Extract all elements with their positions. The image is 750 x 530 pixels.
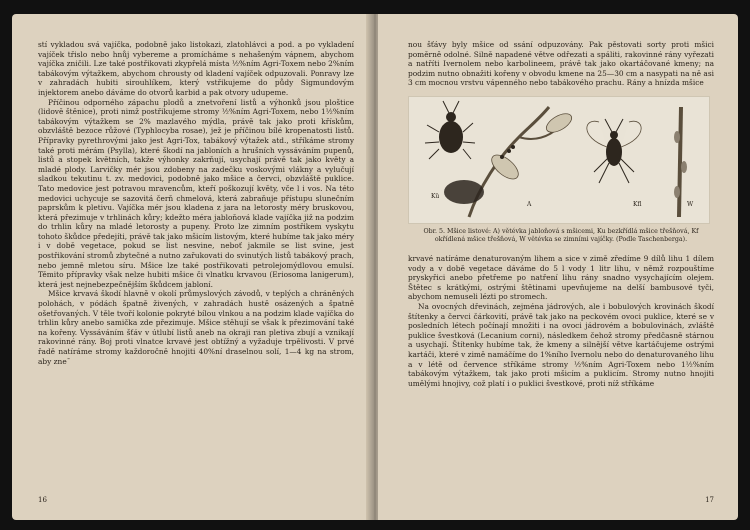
right-paragraph-1: nou šťávy byly mšice od ssání odpuzovány. Pak pěstovati sorty proti mšici poměrně odolné. Silně napadené větve odřezati a spáliti, rakovinné rány vyřezati a natříti Ivernolem nebo karbolineem, právě tak jako okartáčované kmeny; na podzim nutno obnažiti kořeny v obvodu kmene na 25—30 cm a nasypati na ně asi 3 cm mocnou vrstvu vápenného nebo tabákového prachu. Rány a hnízda mšice (408, 40, 714, 88)
right-page-text-bottom (408, 254, 714, 388)
left-paragraph-2: Příčinou odporného zápachu plodů a znetvoření listů a výhonků jsou ploštice (lidově štěnice), proti nimž postřikujeme stromy ½%ním Agri-Toxem, nebo 1½%ním tabákovým výtažkem se 2% mazlavého mýdla, právě tak jako proti křískům, obzvláště bezoce růžové (Typhlocyba rosae), jež je příčinou bílé kropenatosti listů. Přípravky pyrethrovými jako jest Agri-Tox, tabákový výtažek atd., stříkáme stromy také proti mérám (Psylla), které škodí na jabloních a hrušních vyssáváním pupenů, listů a stopek květních, takže výhonky zakrňují, usychají právě tak jako květy a mladé plody. Larvičky mér jsou zdobeny na zadečku voskovými vlákny a vylučují sladkou tekutinu t. zv. medovici, podobně jako mšice a červci, obzvláště puklice. Tato medovice jest potravou mravencům, kteří poškozují květy, vče l i vos. Na této medovici uchycuje se sazovitá čerň chmelová, která zabraňuje přístupu slunečním paprskům k pletivu. Vajíčka mér jsou kladena z jara na letorosty méry bruskovou, která přezimuje v trhlinách kůry; kdežto méra jabloňová klade vajíčka již na podzim do trhlin kůry na mladé letorosty a pupeny. Proto lze zimním postřikem vyskytu tohoto škůdce předejíti, právě tak jako mšicím listovým, které hubíme tak jako méry i v době vegetace, pokud se list nesvine, neboť jakmile se list svine, jest postřikování stromů zbytečné a nutno zařukovati do svinutých listů tabákový prach, nebo jemně mletou síru. Mšice lze také postřikovati petrolejomýdlovou emulsí. Těmito přípravky však nelze hubiti mšice či vlnatku krvavou (Eriosoma lanigerum), která jest nejnebezpečnějším škůdcem jabloní. (38, 97, 354, 289)
left-paragraph-3: Mšice krvavá škodí hlavně v okolí průmyslových závodů, v teplých a chráněných polohách, v pódách špatně živených, v zahradách hustě osázených a špatně ošetřovaných. V těle tvoří kolonie pokryté bílou vlnkou a na podzim klade vajíčka do trhlin kůry anebo samička zde přezimuje. Mšice stěhují se však k přezimování také na kořeny. Vyssáváním šťáv v útlubí listů aneb na okraji ran pletiva zbují a vznikají rakovinné rány. Boj proti vlnatce krvavé jest obtížný a vyžaduje trpělivosti. V prvé řadě natíráme stromy každoročně hnojiti 40%ní draselnou solí, 1—4 kg na strom, aby zneˉ (38, 289, 354, 366)
figure-aphids (408, 96, 710, 224)
figure-caption: Obr. 5. Mšice listové: A) větévka jabloňová s mšicemi, Ku bezkřídlá mšice třešňová, Kf okřídlená mšice třešňová, W větévka se zimními vajíčky. (Podle Taschenberga). (423, 227, 699, 243)
right-paragraph-2: krvavé natíráme denaturovaným lihem a sice v zimě zředíme 9 dílů lihu 1 dílem vody a v době vegetace dáváme do 5 l vody 1 litr lihu, v němž rozpouštíme pryskyřici anebo přetřeme po natření lihu rány snadno vysychajícím olejem. Štětec s krátkými, ostrými štětinami upevňujeme na delší bambusové tyči, abychom nemuseli lézti po stromech. (408, 253, 714, 302)
aphid-illustration (409, 97, 709, 223)
left-page-number: 16 (38, 496, 47, 504)
figure-label-w: W (687, 200, 694, 208)
right-paragraph-3: Na ovocných dřevinách, zejména jádrových, ale i bobulových krovinách škodí štítenky a červci čárkovití, právě tak jako na peckovém ovoci puklice, které se v posledních létech počínají množiti i na ovoci jádrovém a bobulovinách, zvláště puklice švestková (Lecanium corni), následkem čehož stromy předčasně stárnou a usychají. Štítenky hubíme tak, že kmeny a silnější větve kartáčujeme ostrými kartáči, které v zimě namáčíme do 1%ního Ivernolu nebo do denaturovaného lihu a v létě od července stříkáme stromy ½%ním Agri-Toxem nebo 1½%ním tabákovým výtažkem, tak jako proti mšicím a puklicím. Stromy nutno hnojiti umělými hnojivy, což platí i o puklici švestkové, proti níž stříkáme (408, 301, 714, 388)
left-paragraph-1: stí vykladou svá vajíčka, podobně jako listokazi, zlatohlávci a pod. a po vykladení vajíček třislo nebo hnůj vybereme a promícháme s nehašeným vápnem, abychom vajíčka zničili. Lze také postřikovati zkypřelá místa ½%ním Agri-Toxem nebo 2%ním tabákovým výtažkem, abychom chrousty od kladení vajíček odpuzovali. Ponravy lze v zahradách hubiti sirouhlíkem, který vstřikujeme do půdy Sigmundovým injektorem anebo dáváme do otvorů karbid a pak otvory udupeme. (38, 40, 354, 97)
left-page (12, 14, 372, 520)
right-page-number: 17 (705, 496, 714, 504)
right-page-text-top (408, 40, 714, 88)
figure-label-ku: Kü (431, 192, 440, 200)
left-page-text (38, 40, 354, 366)
figure-label-kfl: Kfl (633, 200, 642, 208)
figure-label-a: A (527, 200, 532, 208)
right-page (378, 14, 738, 520)
